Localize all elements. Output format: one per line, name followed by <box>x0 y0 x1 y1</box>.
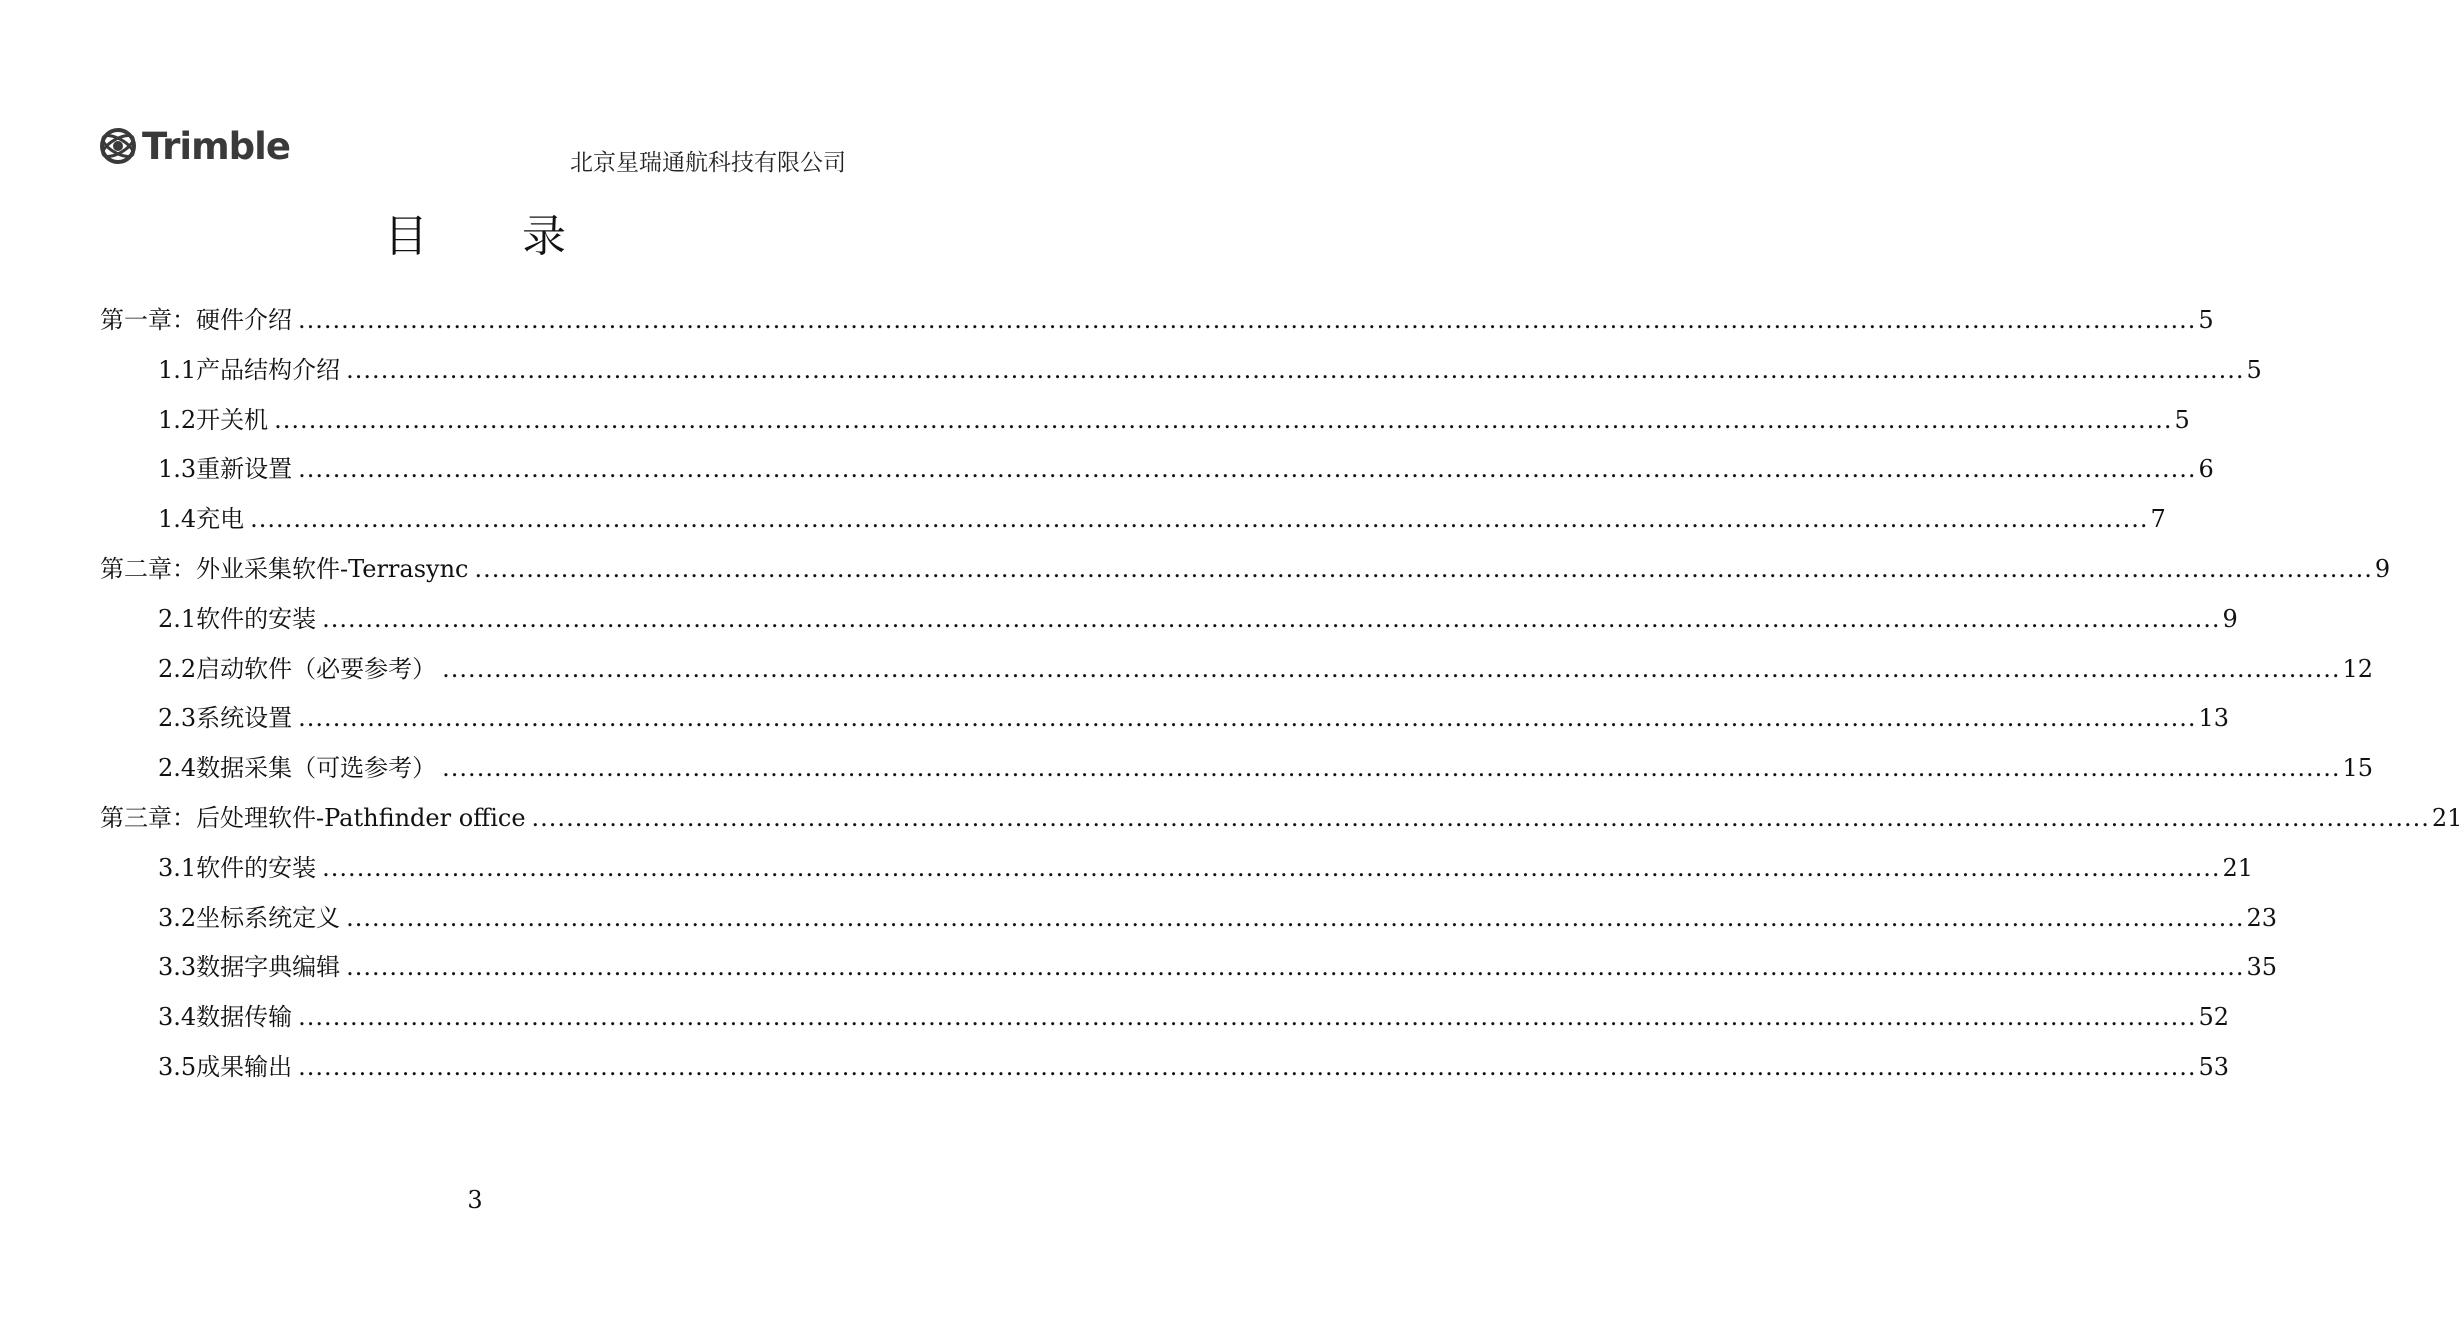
toc-section-entry[interactable] <box>100 445 2214 495</box>
toc-entry-label: 数据采集（可选参考） <box>196 754 437 783</box>
toc-entry-number: 1.3 <box>158 455 197 484</box>
toc-section-entry[interactable] <box>100 396 2190 446</box>
toc-entry-number: 3.2 <box>158 903 197 932</box>
toc-entry-page: 9 <box>2374 554 2391 583</box>
company-name: 北京星瑞通航科技有限公司 <box>570 150 846 176</box>
toc-entry-label: 开关机 <box>196 405 269 434</box>
toc-entry-number: 3.3 <box>158 953 197 982</box>
toc-section-entry[interactable] <box>100 595 2238 645</box>
page-title: 目 录 <box>384 211 606 262</box>
toc-dot-leader: ............................................................................................................................................................................................................................ <box>531 803 2430 832</box>
toc-section-entry[interactable] <box>100 943 2278 993</box>
toc-section-entry[interactable] <box>100 495 2166 545</box>
toc-entry-page: 5 <box>2174 405 2190 434</box>
toc-dot-leader: ............................................................................................................................................................................................................................ <box>274 405 2173 434</box>
toc-entry-page: 5 <box>2198 306 2214 334</box>
table-of-contents <box>100 296 2462 1093</box>
toc-section-entry[interactable] <box>100 894 2278 944</box>
toc-entry-page: 12 <box>2342 654 2374 683</box>
toc-entry-page: 13 <box>2198 704 2230 733</box>
toc-entry-label: 第二章：外业采集软件-Terrasync <box>100 554 469 583</box>
toc-entry-page: 6 <box>2198 455 2214 484</box>
toc-section-entry[interactable] <box>100 1043 2230 1093</box>
toc-entry-page: 5 <box>2246 355 2262 384</box>
toc-section-entry[interactable] <box>100 346 2262 396</box>
toc-entry-number: 2.3 <box>158 704 197 733</box>
toc-entry-page: 15 <box>2342 754 2374 783</box>
toc-dot-leader: ............................................................................................................................................................................................................................ <box>298 1003 2197 1032</box>
toc-section-entry[interactable] <box>100 844 2254 894</box>
toc-entry-label: 软件的安装 <box>196 853 317 882</box>
toc-entry-number: 3.5 <box>158 1052 197 1081</box>
toc-dot-leader: ............................................................................................................................................................................................................................ <box>322 853 2221 882</box>
toc-entry-number: 1.2 <box>158 405 197 434</box>
toc-entry-page: 23 <box>2246 903 2278 932</box>
toc-dot-leader: ............................................................................................................................................................................................................................ <box>442 654 2341 683</box>
toc-entry-page: 52 <box>2198 1003 2230 1032</box>
toc-entry-label: 第三章：后处理软件-Pathfinder office <box>100 803 526 832</box>
toc-entry-label: 启动软件（必要参考） <box>196 654 437 683</box>
toc-entry-label: 产品结构介绍 <box>196 355 341 384</box>
toc-entry-number: 2.1 <box>158 604 197 633</box>
toc-entry-number: 2.2 <box>158 654 197 683</box>
toc-entry-label: 成果输出 <box>196 1052 293 1081</box>
toc-entry-label: 系统设置 <box>196 704 293 733</box>
toc-dot-leader: ............................................................................................................................................................................................................................ <box>346 903 2245 932</box>
trimble-logo <box>98 120 290 172</box>
toc-entry-label: 重新设置 <box>196 455 293 484</box>
toc-entry-label: 第一章：硬件介绍 <box>100 306 292 334</box>
toc-dot-leader: ............................................................................................................................................................................................................................ <box>442 754 2341 783</box>
toc-dot-leader: ............................................................................................................................................................................................................................ <box>346 953 2245 982</box>
toc-entry-page: 53 <box>2198 1052 2230 1081</box>
trimble-globe-icon <box>98 126 138 166</box>
toc-dot-leader: ............................................................................................................................................................................................................................ <box>322 604 2221 633</box>
toc-entry-label: 数据传输 <box>196 1003 293 1032</box>
toc-dot-leader: ............................................................................................................................................................................................................................ <box>298 704 2197 733</box>
toc-dot-leader: ............................................................................................................................................................................................................................ <box>298 455 2197 484</box>
toc-entry-label: 软件的安装 <box>196 604 317 633</box>
toc-entry-number: 1.1 <box>158 355 197 384</box>
toc-dot-leader: ............................................................................................................................................................................................................................ <box>298 306 2197 334</box>
toc-dot-leader: ............................................................................................................................................................................................................................ <box>250 505 2149 534</box>
toc-section-entry[interactable] <box>100 744 2374 794</box>
toc-entry-label: 数据字典编辑 <box>196 953 341 982</box>
logo-wordmark: Trimble <box>142 124 290 168</box>
toc-entry-page: 7 <box>2150 505 2166 534</box>
page-number: 3 <box>467 1186 483 1214</box>
toc-section-entry[interactable] <box>100 694 2230 744</box>
toc-entry-page: 21 <box>2431 803 2462 832</box>
toc-section-entry[interactable] <box>100 645 2374 695</box>
toc-entry-page: 21 <box>2222 853 2254 882</box>
toc-chapter-entry[interactable] <box>100 794 2462 844</box>
toc-entry-page: 35 <box>2246 953 2278 982</box>
toc-section-entry[interactable] <box>100 993 2230 1043</box>
toc-dot-leader: ............................................................................................................................................................................................................................ <box>298 1052 2197 1081</box>
toc-chapter-entry[interactable] <box>100 296 2214 346</box>
toc-entry-number: 2.4 <box>158 754 197 783</box>
toc-entry-number: 3.4 <box>158 1003 197 1032</box>
toc-dot-leader: ............................................................................................................................................................................................................................ <box>474 554 2373 583</box>
toc-dot-leader: ............................................................................................................................................................................................................................ <box>346 355 2245 384</box>
toc-entry-label: 充电 <box>196 505 245 534</box>
toc-entry-page: 9 <box>2222 604 2238 633</box>
toc-chapter-entry[interactable] <box>100 545 2391 595</box>
toc-entry-number: 3.1 <box>158 853 197 882</box>
toc-entry-number: 1.4 <box>158 505 197 534</box>
toc-entry-label: 坐标系统定义 <box>196 903 341 932</box>
